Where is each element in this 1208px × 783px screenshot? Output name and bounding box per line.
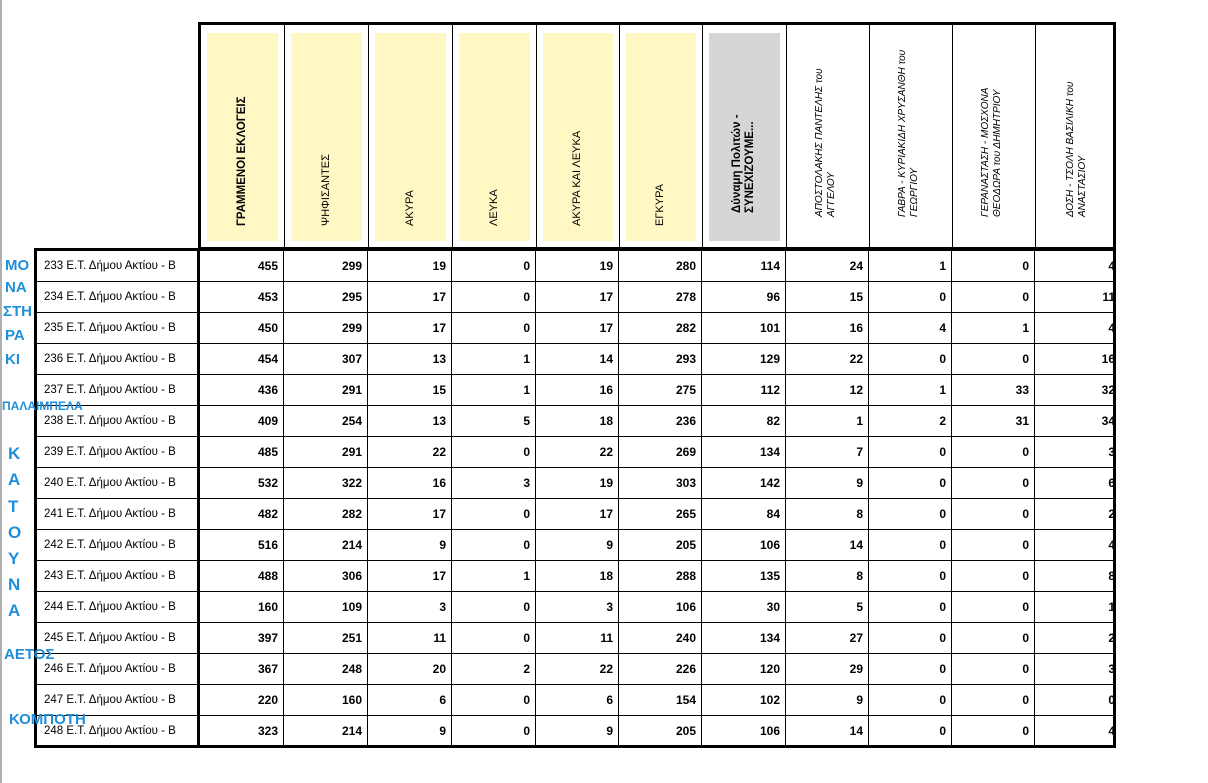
value-cell: 18	[536, 561, 619, 591]
value-cell: 22	[536, 654, 619, 684]
value-cell: 1	[452, 375, 536, 405]
value-cell: 19	[368, 251, 452, 281]
value-cell: 220	[200, 685, 284, 715]
value-cell: 291	[284, 375, 368, 405]
value-cell: 4	[1108, 724, 1115, 738]
value-cell: 154	[619, 685, 702, 715]
value-cell: 6	[1108, 476, 1115, 490]
value-cell: 291	[284, 437, 368, 467]
value-cell: 0	[869, 499, 952, 529]
value-cell: 11	[1102, 290, 1115, 304]
value-cell: 0	[1108, 693, 1115, 707]
value-cell: 20	[368, 654, 452, 684]
value-cell: 0	[952, 561, 1035, 591]
value-cell: 16	[368, 468, 452, 498]
area-label: ΡΑ	[5, 327, 25, 344]
table-header	[198, 22, 1116, 250]
value-cell: 17	[536, 499, 619, 529]
value-cell: 102	[702, 685, 786, 715]
table-row	[37, 499, 1113, 530]
table-row	[37, 375, 1113, 406]
value-cell: 3	[1108, 445, 1115, 459]
value-cell: 0	[952, 716, 1035, 746]
header-cell	[1036, 25, 1121, 247]
column-header-label: ΛΕΥΚΑ	[487, 189, 500, 226]
value-cell: 14	[786, 530, 869, 560]
value-cell: 96	[702, 282, 786, 312]
station-name-cell: 235 Ε.Τ. Δήμου Ακτίου - Β	[37, 313, 200, 343]
area-label: Τ	[8, 497, 19, 516]
value-cell: 240	[619, 623, 702, 653]
value-cell: 114	[702, 251, 786, 281]
value-cell: 2	[1108, 507, 1115, 521]
table-row	[37, 685, 1113, 716]
area-label: Α	[8, 601, 21, 620]
value-cell: 0	[869, 530, 952, 560]
value-cell: 0	[952, 685, 1035, 715]
value-cell: 323	[200, 716, 284, 746]
header-cell	[537, 25, 620, 247]
value-cell: 8	[786, 499, 869, 529]
value-cell: 306	[284, 561, 368, 591]
value-cell: 436	[200, 375, 284, 405]
value-cell: 0	[869, 282, 952, 312]
value-cell: 16	[1101, 352, 1115, 366]
table-row	[37, 592, 1113, 623]
value-cell: 18	[536, 406, 619, 436]
value-cell: 13	[368, 406, 452, 436]
column-header-label: ΑΚΥΡΑ ΚΑΙ ΛΕΥΚΑ	[571, 130, 583, 226]
value-cell: 288	[619, 561, 702, 591]
value-cell: 0	[869, 437, 952, 467]
value-cell: 33	[952, 375, 1035, 405]
value-cell: 251	[284, 623, 368, 653]
value-cell: 0	[452, 685, 536, 715]
value-cell: 24	[786, 251, 869, 281]
column-header-label: ΓΕΡΑΝΑΣΤΑΣΗ - ΜΟΣΧΟΝΑ ΘΕΟΔΩΡΑ του ΔΗΜΗΤΡΙΟΥ	[980, 87, 1003, 217]
value-cell: 9	[536, 530, 619, 560]
value-cell: 3	[1108, 662, 1115, 676]
value-cell: 0	[869, 685, 952, 715]
value-cell: 248	[284, 654, 368, 684]
station-name-cell: 247 Ε.Τ. Δήμου Ακτίου - Β	[37, 685, 200, 715]
value-cell: 9	[786, 685, 869, 715]
value-cell: 120	[702, 654, 786, 684]
area-label: ΣΤΗ	[3, 303, 32, 320]
table-row	[37, 437, 1113, 468]
station-name-cell: 246 Ε.Τ. Δήμου Ακτίου - Β	[37, 654, 200, 684]
value-cell: 0	[869, 468, 952, 498]
area-label: Ο	[8, 523, 22, 542]
value-cell: 19	[536, 251, 619, 281]
value-cell: 4	[1108, 321, 1115, 335]
value-cell: 134	[702, 623, 786, 653]
value-cell: 455	[200, 251, 284, 281]
value-cell: 3	[452, 468, 536, 498]
value-cell: 13	[368, 344, 452, 374]
value-cell: 6	[536, 685, 619, 715]
value-cell: 1	[452, 344, 536, 374]
header-cell	[285, 25, 369, 247]
header-cell	[703, 25, 787, 247]
station-name-cell: 248 Ε.Τ. Δήμου Ακτίου - Β	[37, 716, 200, 746]
value-cell: 1	[869, 251, 952, 281]
value-cell: 453	[200, 282, 284, 312]
value-cell: 11	[368, 623, 452, 653]
column-header-label: ΨΗΦΙΣΑΝΤΕΣ	[319, 154, 332, 226]
area-label: ΝΑ	[5, 279, 27, 296]
value-cell: 0	[869, 623, 952, 653]
value-cell: 0	[952, 282, 1035, 312]
value-cell: 27	[786, 623, 869, 653]
value-cell: 14	[536, 344, 619, 374]
value-cell: 129	[702, 344, 786, 374]
area-label: ΑΕΤΟΣ	[4, 646, 55, 663]
value-cell: 0	[952, 437, 1035, 467]
value-cell: 15	[786, 282, 869, 312]
value-cell: 367	[200, 654, 284, 684]
value-cell: 0	[452, 592, 536, 622]
value-cell: 106	[619, 592, 702, 622]
value-cell: 214	[284, 716, 368, 746]
value-cell: 278	[619, 282, 702, 312]
value-cell: 205	[619, 530, 702, 560]
value-cell: 282	[284, 499, 368, 529]
value-cell: 303	[619, 468, 702, 498]
value-cell: 0	[452, 437, 536, 467]
value-cell: 2	[869, 406, 952, 436]
value-cell: 269	[619, 437, 702, 467]
value-cell: 32	[1101, 383, 1115, 397]
value-cell: 9	[536, 716, 619, 746]
value-cell: 0	[952, 499, 1035, 529]
value-cell: 1	[869, 375, 952, 405]
value-cell: 31	[952, 406, 1035, 436]
area-label: Ν	[8, 575, 21, 594]
value-cell: 22	[536, 437, 619, 467]
area-label: ΠΑΛΑΙΜΠΕΛΑ	[2, 399, 83, 413]
value-cell: 9	[368, 530, 452, 560]
value-cell: 0	[869, 654, 952, 684]
header-cell	[620, 25, 703, 247]
value-cell: 295	[284, 282, 368, 312]
area-label: ΚΟΜΠΟΤΗ	[9, 711, 86, 728]
value-cell: 214	[284, 530, 368, 560]
value-cell: 2	[1108, 631, 1115, 645]
header-cell	[453, 25, 537, 247]
value-cell: 0	[869, 561, 952, 591]
value-cell: 516	[200, 530, 284, 560]
value-cell: 1	[452, 561, 536, 591]
value-cell: 307	[284, 344, 368, 374]
table-row	[37, 406, 1113, 437]
station-name-cell: 233 Ε.Τ. Δήμου Ακτίου - Β	[37, 251, 200, 281]
value-cell: 236	[619, 406, 702, 436]
station-name-cell: 241 Ε.Τ. Δήμου Ακτίου - Β	[37, 499, 200, 529]
value-cell: 265	[619, 499, 702, 529]
value-cell: 4	[1108, 259, 1115, 273]
value-cell: 299	[284, 251, 368, 281]
value-cell: 0	[452, 282, 536, 312]
value-cell: 8	[1108, 569, 1115, 583]
table-row	[37, 313, 1113, 344]
value-cell: 135	[702, 561, 786, 591]
value-cell: 4	[869, 313, 952, 343]
station-name-cell: 237 Ε.Τ. Δήμου Ακτίου - Β	[37, 375, 200, 405]
value-cell: 3	[368, 592, 452, 622]
value-cell: 532	[200, 468, 284, 498]
value-cell: 34	[1101, 414, 1115, 428]
station-name-cell: 240 Ε.Τ. Δήμου Ακτίου - Β	[37, 468, 200, 498]
table-row	[37, 282, 1113, 313]
value-cell: 82	[702, 406, 786, 436]
column-header-label: Δύναμη Πολιτών - ΣΥΝΕΧΙΖΟΥΜΕ...	[730, 114, 756, 213]
value-cell: 17	[536, 282, 619, 312]
value-cell: 22	[368, 437, 452, 467]
header-cell	[787, 25, 870, 247]
value-cell: 0	[952, 623, 1035, 653]
value-cell: 322	[284, 468, 368, 498]
value-cell: 450	[200, 313, 284, 343]
value-cell: 0	[952, 468, 1035, 498]
station-name-cell: 236 Ε.Τ. Δήμου Ακτίου - Β	[37, 344, 200, 374]
value-cell: 4	[1108, 538, 1115, 552]
area-label: ΚΙ	[5, 351, 20, 368]
value-cell: 282	[619, 313, 702, 343]
station-name-cell: 245 Ε.Τ. Δήμου Ακτίου - Β	[37, 623, 200, 653]
value-cell: 0	[952, 344, 1035, 374]
value-cell: 101	[702, 313, 786, 343]
area-label: ΜΟ	[5, 257, 30, 274]
station-name-cell: 243 Ε.Τ. Δήμου Ακτίου - Β	[37, 561, 200, 591]
value-cell: 409	[200, 406, 284, 436]
value-cell: 1	[786, 406, 869, 436]
value-cell: 280	[619, 251, 702, 281]
table-row	[37, 654, 1113, 685]
table-row	[37, 251, 1113, 282]
value-cell: 254	[284, 406, 368, 436]
station-name-cell: 238 Ε.Τ. Δήμου Ακτίου - Β	[37, 406, 200, 436]
value-cell: 17	[368, 313, 452, 343]
table-row	[37, 716, 1113, 747]
column-header-label: ΓΑΒΡΑ - ΚΥΡΙΑΚΙΔΗ ΧΡΥΣΑΝΘΗ του ΓΕΩΡΓΙΟΥ	[897, 49, 920, 217]
value-cell: 5	[786, 592, 869, 622]
value-cell: 293	[619, 344, 702, 374]
results-table	[34, 248, 1116, 748]
column-header-label: ΔΟΣΗ - ΤΣΟΛΗ ΒΑΣΙΛΙΚΗ του ΑΝΑΣΤΑΣΙΟΥ	[1064, 81, 1088, 217]
table-row	[37, 530, 1113, 561]
value-cell: 17	[368, 499, 452, 529]
station-name-cell: 239 Ε.Τ. Δήμου Ακτίου - Β	[37, 437, 200, 467]
column-header-label: ΑΠΟΣΤΟΛΑΚΗΣ ΠΑΝΤΕΛΗΣ του ΑΓΓΕΛΟΥ	[814, 68, 837, 217]
station-name-cell: 244 Ε.Τ. Δήμου Ακτίου - Β	[37, 592, 200, 622]
value-cell: 19	[536, 468, 619, 498]
value-cell: 11	[536, 623, 619, 653]
value-cell: 299	[284, 313, 368, 343]
value-cell: 12	[786, 375, 869, 405]
value-cell: 6	[368, 685, 452, 715]
value-cell: 15	[368, 375, 452, 405]
value-cell: 0	[952, 251, 1035, 281]
value-cell: 488	[200, 561, 284, 591]
value-cell: 0	[452, 623, 536, 653]
value-cell: 5	[452, 406, 536, 436]
value-cell: 14	[786, 716, 869, 746]
header-cell	[201, 25, 285, 247]
column-header-label: ΑΚΥΡΑ	[403, 190, 416, 226]
value-cell: 0	[952, 592, 1035, 622]
value-cell: 0	[869, 592, 952, 622]
value-cell: 8	[786, 561, 869, 591]
value-cell: 112	[702, 375, 786, 405]
value-cell: 134	[702, 437, 786, 467]
station-name-cell: 242 Ε.Τ. Δήμου Ακτίου - Β	[37, 530, 200, 560]
value-cell: 22	[786, 344, 869, 374]
value-cell: 160	[200, 592, 284, 622]
value-cell: 1	[952, 313, 1035, 343]
value-cell: 482	[200, 499, 284, 529]
value-cell: 9	[368, 716, 452, 746]
table-row	[37, 623, 1113, 654]
value-cell: 30	[702, 592, 786, 622]
value-cell: 0	[869, 344, 952, 374]
value-cell: 0	[452, 530, 536, 560]
value-cell: 226	[619, 654, 702, 684]
value-cell: 0	[952, 530, 1035, 560]
value-cell: 17	[536, 313, 619, 343]
value-cell: 397	[200, 623, 284, 653]
value-cell: 3	[536, 592, 619, 622]
station-name-cell: 234 Ε.Τ. Δήμου Ακτίου - Β	[37, 282, 200, 312]
value-cell: 7	[786, 437, 869, 467]
value-cell: 205	[619, 716, 702, 746]
value-cell: 0	[869, 716, 952, 746]
left-edge-line	[0, 0, 2, 783]
value-cell: 106	[702, 530, 786, 560]
table-row	[37, 561, 1113, 592]
value-cell: 17	[368, 561, 452, 591]
value-cell: 1	[1108, 600, 1115, 614]
value-cell: 0	[452, 313, 536, 343]
value-cell: 16	[786, 313, 869, 343]
value-cell: 0	[952, 654, 1035, 684]
value-cell: 0	[452, 251, 536, 281]
value-cell: 160	[284, 685, 368, 715]
value-cell: 84	[702, 499, 786, 529]
value-cell: 16	[536, 375, 619, 405]
value-cell: 17	[368, 282, 452, 312]
value-cell: 9	[786, 468, 869, 498]
value-cell: 0	[452, 499, 536, 529]
column-header-label: ΕΓΚΥΡΑ	[654, 184, 666, 226]
header-cell	[369, 25, 453, 247]
value-cell: 275	[619, 375, 702, 405]
value-cell: 485	[200, 437, 284, 467]
value-cell: 106	[702, 716, 786, 746]
value-cell: 109	[284, 592, 368, 622]
area-label: Κ	[8, 444, 21, 463]
area-label: Α	[8, 470, 21, 489]
area-label: Υ	[8, 549, 20, 568]
value-cell: 142	[702, 468, 786, 498]
table-row	[37, 468, 1113, 499]
header-cell	[953, 25, 1036, 247]
value-cell: 454	[200, 344, 284, 374]
table-row	[37, 344, 1113, 375]
value-cell: 0	[452, 716, 536, 746]
value-cell: 29	[786, 654, 869, 684]
header-cell	[870, 25, 953, 247]
column-header-label: ΓΡΑΜΜΕΝΟΙ ΕΚΛΟΓΕΙΣ	[235, 96, 248, 226]
value-cell: 2	[452, 654, 536, 684]
